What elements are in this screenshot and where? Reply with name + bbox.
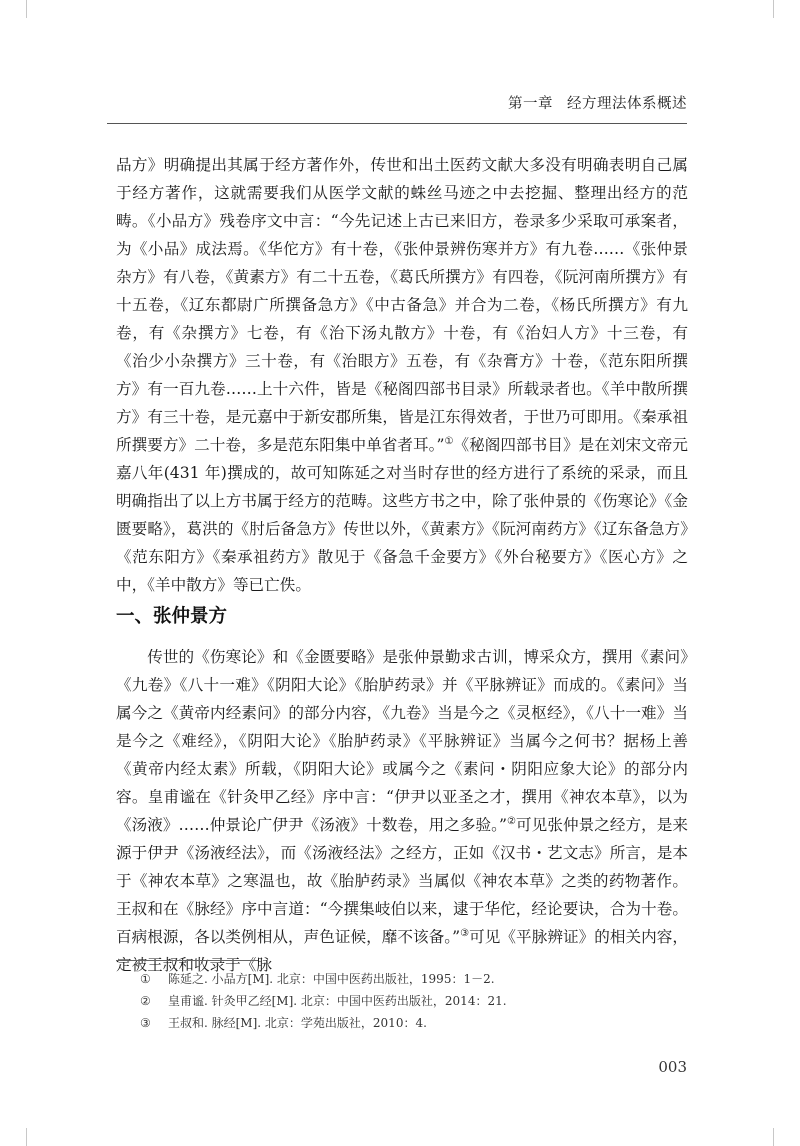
footnote-ref: ①	[444, 435, 454, 447]
running-header	[107, 92, 687, 118]
chapter-heading	[508, 92, 687, 113]
footnote-text: 皇甫谧. 针灸甲乙经[M]. 北京：中国中医药出版社，2014：21.	[168, 994, 507, 1008]
paragraph-text: 可见张仲景之经方，是来源于伊尹《汤液经法》，而《汤液经法》之经方，正如《汉书・艺文志》所言，是本于《神农本草》之寒温也，故《胎胪药录》当属似《神农本草》之类的药物著作。王叔和在《脉经》序中言道：“今撰集岐伯以来，逮于华佗，经论要诀，合为十卷。百病根源，各以类例相从，声色证候，靡不该备。”	[116, 816, 688, 946]
body-text-top	[116, 151, 688, 599]
footnote-text: 王叔和. 脉经[M]. 北京：学苑出版社，2010：4.	[168, 1016, 427, 1030]
paragraph-text: 《秘阁四部书目》是在刘宋文帝元嘉八年(431 年)撰成的，故可知陈延之对当时存世的经方进行了系统的采录，而且明确指出了以上方书属于经方的范畴。这些方书之中，除了张仲景的《伤寒论》《金匮要略》，葛洪的《肘后备急方》传世以外，《黄素方》《阮河南药方》《辽东备急方》《范东阳方》《秦承祖药方》散见于《备急千金要方》《外台秘要方》《医心方》之中，《羊中散方》等已亡佚。	[116, 436, 688, 594]
footnote	[140, 990, 680, 1012]
footnote-rule	[116, 960, 258, 961]
section-heading: 一、张仲景方	[116, 606, 228, 627]
chapter-title: 经方理法体系概述	[567, 96, 687, 112]
paragraph-text: 传世的《伤寒论》和《金匮要略》是张仲景勤求古训，博采众方，撰用《素问》《九卷》《八十一难》《阴阳大论》《胎胪药录》并《平脉辨证》而成的。《素问》当属今之《黄帝内经素问》的部分内容，《九卷》当是今之《灵枢经》，《八十一难》当是今之《难经》，《阴阳大论》《胎胪药录》《平脉辨证》当属今之何书？据杨上善《黄帝内经太素》所载，《阴阳大论》或属今之《素问・阴阳应象大论》的部分内容。皇甫谧在《针灸甲乙经》序中言：“伊尹以亚圣之才，撰用《神农本草》，以为《汤液》……仲景论广伊尹《汤液》十数卷，用之多验。”	[116, 648, 688, 834]
paragraph-text: 可见《平脉辨证》的相关内容，定被王叔和收录于《脉	[116, 928, 688, 974]
footnotes	[140, 968, 680, 1034]
body-text-main	[116, 643, 688, 979]
chapter-label: 第一章	[508, 96, 553, 112]
footnote-mark: ①	[140, 972, 151, 986]
paragraph	[116, 643, 688, 979]
crop-mark-bottom-left	[26, 1128, 27, 1146]
footnote	[140, 1012, 680, 1034]
header-rule	[107, 123, 687, 124]
crop-mark-top-left	[26, 0, 27, 18]
paragraph	[116, 151, 688, 599]
footnote	[140, 968, 680, 990]
page-number: 003	[658, 1058, 687, 1076]
footnote-ref: ②	[507, 815, 517, 827]
paragraph-text: 品方》明确提出其属于经方著作外，传世和出土医药文献大多没有明确表明自己属于经方著作，这就需要我们从医学文献的蛛丝马迹之中去挖掘、整理出经方的范畴。《小品方》残卷序文中言：“今先记述上古已来旧方，卷录多少采取可承案者，为《小品》成法焉。《华佗方》有十卷，《张仲景辨伤寒并方》有九卷……《张仲景杂方》有八卷，《黄素方》有二十五卷，《葛氏所撰方》有四卷，《阮河南所撰方》有十五卷，《辽东都尉广所撰备急方》《中古备急》并合为二卷，《杨氏所撰方》有九卷，有《杂撰方》七卷，有《治下汤丸散方》十卷，有《治妇人方》十三卷，有《治少小杂撰方》三十卷，有《治眼方》五卷，有《杂膏方》十卷，《范东阳所撰方》有一百九卷……上十六件，皆是《秘阁四部书目录》所载录者也。《羊中散所撰方》有三十卷，是元嘉中于新安郡所集，皆是江东得效者，于世乃可即用。《秦承祖所撰要方》二十卷，多是范东阳集中单省者耳。”	[116, 156, 688, 454]
crop-mark-bottom-right	[773, 1128, 774, 1146]
crop-mark-top-right	[773, 0, 774, 18]
footnote-text: 陈延之. 小品方[M]. 北京：中国中医药出版社，1995：1－2.	[168, 972, 495, 986]
footnote-ref: ③	[460, 927, 470, 939]
footnote-mark: ③	[140, 1016, 151, 1030]
footnote-mark: ②	[140, 994, 151, 1008]
